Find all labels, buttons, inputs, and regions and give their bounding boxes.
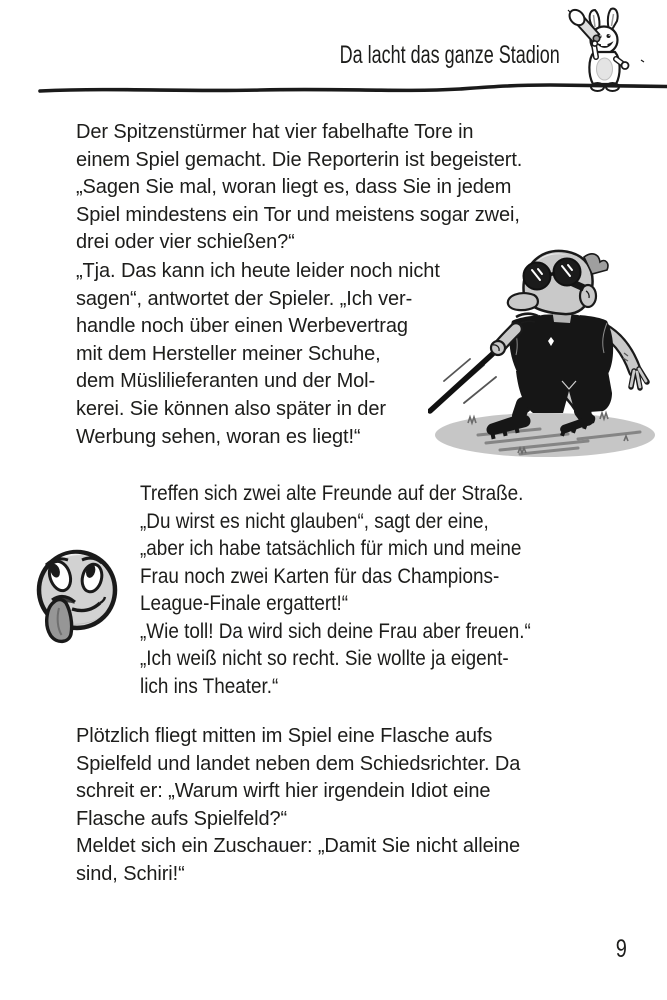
text-line: „Wie toll! Da wird sich deine Frau aber freuen.“ <box>140 619 531 643</box>
text-line: Spielfeld und landet neben dem Schiedsrichter. Da <box>76 752 521 775</box>
text-line: Flasche aufs Spielfeld?“ <box>76 807 288 830</box>
text-line: Spiel mindestens ein Tor und meistens sogar zwei, <box>76 203 520 226</box>
text-line: sind, Schiri!“ <box>76 862 185 885</box>
page-number: 9 <box>615 935 627 963</box>
text-line: „Sagen Sie mal, woran liegt es, dass Sie in jedem <box>76 176 512 199</box>
text-line: „Du wirst es nicht glauben“, sagt der eine, <box>140 509 489 533</box>
text-line: Der Spitzenstürmer hat vier fabelhafte Tore in <box>76 121 474 143</box>
text-line: „aber ich habe tatsächlich für mich und meine <box>140 537 522 560</box>
text-line: Werbung sehen, woran es liegt!“ <box>76 425 361 448</box>
text-line: handle noch über einen Werbevertrag <box>76 315 408 338</box>
blind-striker-icon <box>428 243 665 463</box>
chapter-title: Da lacht das ganze Stadion <box>339 41 560 69</box>
text-line: einem Spiel gemacht. Die Reporterin ist begeistert. <box>76 148 523 171</box>
text-line: League-Finale ergattert!“ <box>140 592 349 615</box>
text-line: lich ins Theater.“ <box>140 674 279 698</box>
text-line: Treffen sich zwei alte Freunde auf der Straße. <box>140 482 524 505</box>
header-rule <box>0 78 667 100</box>
tongue-smiley-icon <box>30 546 122 650</box>
text-line: dem Müslilieferanten und der Mol- <box>76 370 376 393</box>
text-line: „Tja. Das kann ich heute leider noch nicht <box>76 260 440 282</box>
text-line: drei oder vier schießen?“ <box>76 231 295 254</box>
text-line: Frau noch zwei Karten für das Champions- <box>140 564 500 588</box>
text-line: Meldet sich ein Zuschauer: „Damit Sie nicht alleine <box>76 835 520 858</box>
text-line: „Ich weiß nicht so recht. Sie wollte ja eigent- <box>140 647 509 670</box>
text-line: kerei. Sie können also später in der <box>76 397 386 420</box>
text-line: mit dem Hersteller meiner Schuhe, <box>76 342 381 365</box>
joke-bottle-on-pitch <box>76 723 520 889</box>
text-line: sagen“, antwortet der Spieler. „Ich ver- <box>76 287 413 310</box>
joke-striker-interview-part1 <box>76 119 522 257</box>
joke-striker-interview-part2 <box>76 258 440 451</box>
joke-champions-league <box>140 480 531 700</box>
text-line: schreit er: „Warum wirft hier irgendein Idiot eine <box>76 780 491 803</box>
text-line: Plötzlich fliegt mitten im Spiel eine Flasche aufs <box>76 725 493 747</box>
